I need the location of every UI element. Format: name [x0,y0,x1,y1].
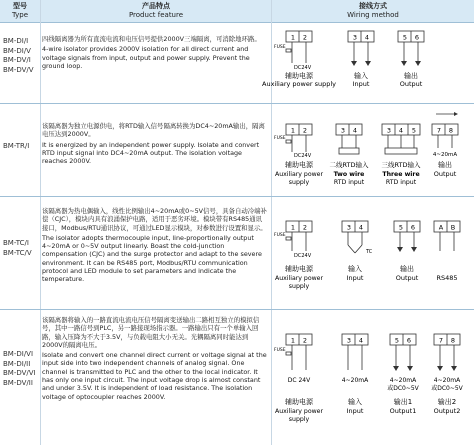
pin-label: 4 [364,33,370,42]
feature-en: It is energized by an independent power supply. Isolate and convert RTD input signal into DC4~20mA output. The isolation voltage reaches 2000V. [42,140,260,166]
pin-label: 7 [438,336,444,345]
pin-label: 1 [290,33,296,42]
feature-cn: 该隔离器将输入的一路直流电流电压信号隔离变送输出二路相互独立的模拟信号，其中一路信号到PLC，另一路接现场指示器。一路输出只有一个单输入回路，输入压降为不大于3.5V，与负载电阻大小无关。光耦隔离同时能达到2000V的隔离电压。 [42,316,260,349]
pin-label: 3 [346,223,352,232]
tc-label: TC [366,249,373,255]
fuse-label: FUSE [274,233,286,238]
type-name: BM-DV/I [3,56,31,64]
output-cn-label: 输出 [404,72,418,80]
type-cell [0,37,43,75]
aux-en-label: Auxiliary power supply [262,80,336,88]
type-name: BM-DI/VI [3,350,34,358]
feature-cn: 该隔离器为独立电源供电，将RTD输入信号隔离转换为DC4~20mA输出，隔离电压达到2000V。 [42,122,265,139]
aux-en-label: Auxiliary power [274,275,324,282]
wiring-diagram [262,25,472,101]
header-feature-en: Product feature [128,11,184,19]
output-en-label: Output [433,170,457,178]
output-en-label: Output [399,80,423,88]
output-cn-label: 输出 [438,161,452,169]
table-row [0,104,474,197]
type-name: BM-TC/V [3,248,32,257]
input-range-label: 4~20mA [341,377,369,384]
feature-cell [42,316,268,403]
output-en-label: Output [395,274,419,282]
pin-label: 3 [386,126,392,135]
pin-label: 1 [290,336,296,345]
output1-en-label: Output1 [389,407,417,415]
wiring-svg [272,106,472,194]
pin-label: 6 [410,223,416,232]
pin-label: B [450,223,456,232]
output2-cn-label: 输出2 [437,398,457,406]
three-wire-en-label: RTD input [385,179,417,186]
aux-cn-label: 辅助电源 [285,265,313,273]
pin-label: 5 [394,336,400,345]
pin-label: 6 [414,33,420,42]
pin-label: 3 [346,336,352,345]
two-wire-en-label: Two wire [333,171,365,178]
input-en-label: Input [352,80,370,88]
aux-en-label: supply [288,179,310,186]
pin-label: 8 [448,126,454,135]
pin-label: 2 [302,336,308,345]
pin-label: 3 [340,126,346,135]
feature-cell [42,122,268,167]
type-name: BM-DI/V [3,46,31,55]
type-name: BM-DI/I [3,37,29,45]
output2-en-label: Output2 [433,407,461,415]
feature-en: 4-wire isolator provides 2000V isolation for all direct current and voltage signals from input, output and power supply. Prevent the ground loop. [42,45,250,70]
two-wire-en-label: RTD input [333,179,365,186]
type-name: BM-DV/V [3,65,34,74]
output1-range-label: 或DC0~5V [387,385,419,392]
feature-cell [42,35,268,72]
aux-en-label: Auxiliary power [274,171,324,178]
aux-cn-label: 辅助电源 [285,72,313,80]
table-row [0,197,474,310]
type-name: BM-DV/VI [3,369,36,377]
pin-label: 4 [358,223,364,232]
aux-en-label: Auxiliary power [274,408,324,415]
type-name: BM-DV/II [3,378,33,387]
pin-label: 2 [302,33,308,42]
aux-en-label: supply [288,283,310,290]
input-en-label: Input [346,274,364,282]
header-feature [41,0,271,22]
header-type [0,0,40,22]
wiring-svg [272,201,472,307]
output2-range-label: 或DC0~5V [431,385,463,392]
two-wire-cn-label: 二线RTD输入 [329,161,369,169]
pin-label: 4 [398,126,404,135]
header-wiring [272,0,474,22]
table-header [0,0,474,23]
header-type-cn: 型号 [13,2,27,10]
wiring-diagram [272,312,472,442]
aux-cn-label: 辅助电源 [285,161,313,169]
type-cell [0,350,43,388]
pin-label: 2 [302,126,308,135]
pin-label: 5 [398,223,404,232]
aux-en-label: supply [288,416,310,423]
wiring-svg [262,25,472,101]
pin-label: 4 [358,336,364,345]
dc-label: DC24V [294,65,312,71]
pin-label: 5 [402,33,408,42]
dc-label: DC24V [294,153,312,159]
three-wire-en-label: Three wire [382,171,420,178]
current-range-label: 4~20mA [432,152,458,158]
feature-en: The isolator adopts thermocouple input, line-proportionally output 4~20mA or 0~5V output linearly. Boast the cold-junction compensation (CJC) and the surge protector and adapt to the severe environment. It can be RS485 port, Modbus/RTU communication protocol and LED module to set parameters and indicate the temperature. [42,233,262,284]
output1-range-label: 4~20mA [389,377,417,384]
wiring-diagram [272,201,472,307]
rs485-label: RS485 [436,274,458,282]
fuse-label: FUSE [274,45,286,50]
table-row [0,23,474,104]
wiring-diagram [272,106,472,194]
feature-cn: 该隔离器为热电偶输入，线性比例输出4~20mA或0~5V信号，具备自动冷端补偿（CJC），模块内具有浪涌保护电路，适用于恶劣环境。模块带有RS485通讯接口，Modbus/RTU通讯协议，可通过LED显示模块，对参数进行设置和显示。 [42,207,267,232]
type-name: BM-TC/I [3,239,29,247]
type-name: BM-TR/I [3,142,30,150]
feature-cn: 四线隔离器为所有直流电流和电压信号提供2000V三端隔离，可消除地环路。 [42,35,261,43]
header-feature-cn: 产品特点 [142,2,170,10]
type-cell [0,142,43,152]
header-type-en: Type [11,11,29,19]
pin-label: 6 [406,336,412,345]
output2-range-label: 4~20mA [433,377,461,384]
output-cn-label: 输出 [400,265,414,273]
header-wiring-en: Wiring method [347,11,399,19]
input-cn-label: 输入 [354,72,368,80]
pin-label: 1 [290,126,296,135]
fuse-label: FUSE [274,348,286,353]
dc-label: DC 24V [287,377,311,384]
table-row [0,310,474,444]
pin-label: A [438,223,444,232]
type-cell [0,239,43,258]
dc-label: DC24V [294,253,312,259]
input-cn-label: 输入 [348,398,362,406]
header-wiring-cn: 接线方式 [359,2,387,10]
three-wire-cn-label: 三线RTD输入 [381,161,421,169]
feature-cell [42,207,268,286]
pin-label: 7 [436,126,442,135]
type-name: BM-DI/II [3,359,31,368]
pin-label: 4 [352,126,358,135]
pin-label: 2 [302,223,308,232]
pin-label: 3 [352,33,358,42]
feature-en: Isolate and convert one channel direct current or voltage signal at the input side into two independent channels of analog signal. One channel is transmitted to PLC and the other to the local indicator. It has only one input circuit. The input voltage drop is almost constant and under 3.5V. It is independent of load resistance. The isolation voltage of optocoupler reaches 2000V. [42,351,267,401]
output1-cn-label: 输出1 [393,398,413,406]
input-cn-label: 输入 [348,265,362,273]
wiring-svg [272,312,472,442]
pin-label: 5 [411,126,417,135]
input-en-label: Input [346,407,364,415]
aux-cn-label: 辅助电源 [285,398,313,406]
pin-label: 8 [450,336,456,345]
pin-label: 1 [290,223,296,232]
fuse-label: FUSE [274,136,286,141]
